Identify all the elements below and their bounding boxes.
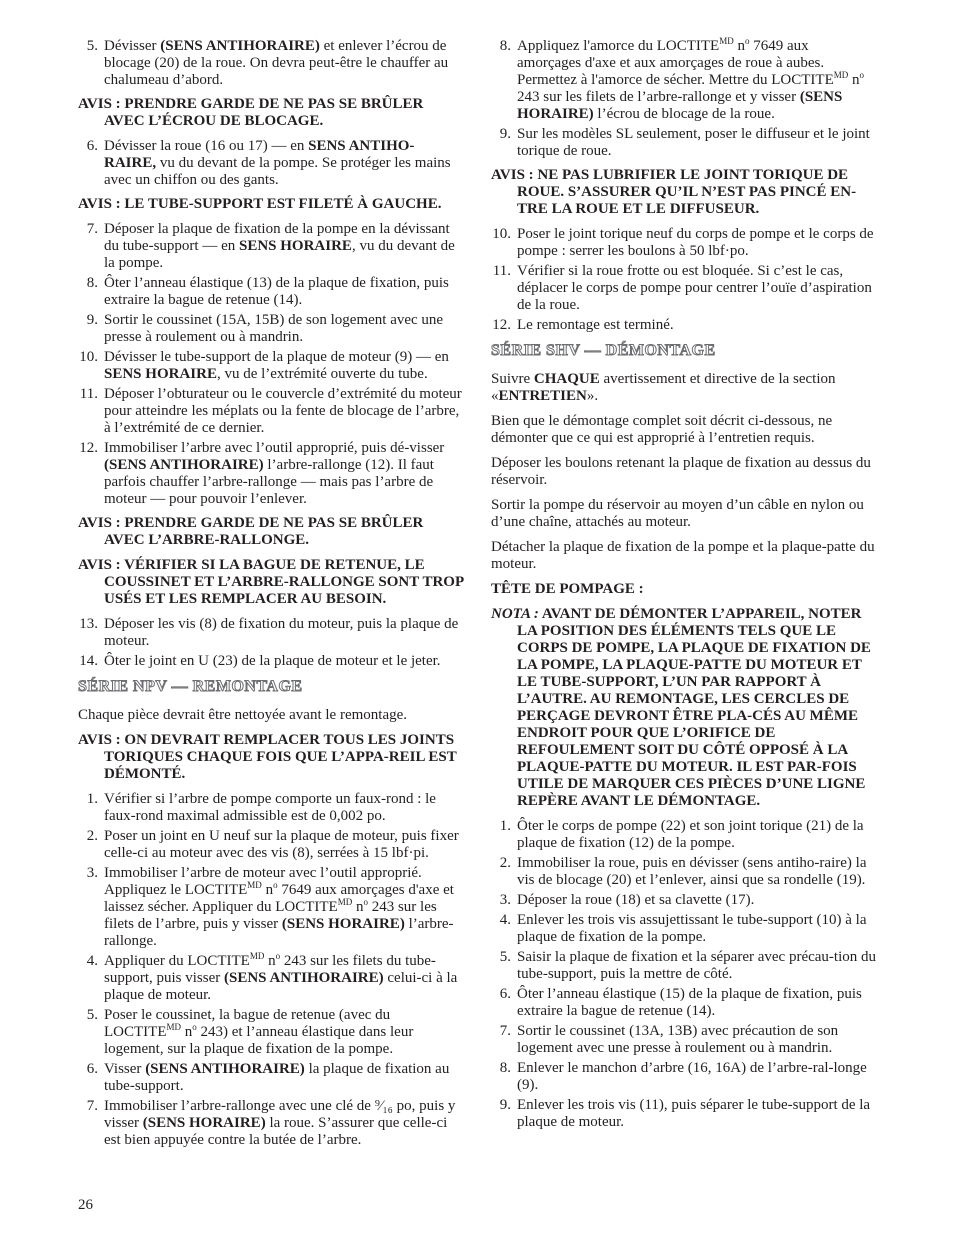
shv-step-9: 9. Enlever les trois vis (11), puis séparer le tube-support de la plaque de moteur. bbox=[499, 1097, 871, 1130]
step-10: 10. Dévisser le tube-support de la plaque de moteur (9) — en SENS HORAIRE, vu de l’extrémité ouverte du tube. bbox=[79, 349, 449, 382]
step-5: 5. Dévisser (SENS ANTIHORAIRE) et enlever l’écrou de blocage (20) de la roue. On devra peut-être le chauffer au chalumeau d’abord. bbox=[86, 38, 449, 88]
npv-step-4: 4. Appliquer du $LOCTITE^{MD}$ $n^o$ 243 sur les filets du tube-support, puis visser (SENS ANTIHORAIRE) celui-ci à la plaque de moteur. bbox=[86, 951, 458, 1003]
npv-step-1: 1. Vérifier si l’arbre de pompe comporte un faux-rond : le faux-rond maximal admissible est de 0,002 po. bbox=[86, 791, 436, 824]
warning-arbre-rallonge: AVIS : PRENDRE GARDE DE NE PAS SE BRÛLER AVEC L’ARBRE-RALLONGE. bbox=[78, 515, 424, 548]
left-column bbox=[78, 38, 464, 1152]
npv-step-10: 10. Poser le joint torique neuf du corps de pompe et le corps de pompe : serrer les boulons à 50 lbf·po. bbox=[492, 226, 874, 259]
heading-shv-demontage: SÉRIE SHV — DÉMONTAGE bbox=[491, 342, 716, 359]
right-column bbox=[491, 38, 876, 1134]
shv-step-6: 6. Ôter l’anneau élastique (15) de la plaque de fixation, puis extraire la bague de retenue (14). bbox=[499, 986, 862, 1019]
step-12: 12. Immobiliser l’arbre avec l’outil approprié, puis dé-visser (SENS ANTIHORAIRE) l’arbre-rallonge (12). Il faut parfois chauffer l’arbre-rallonge — mais pas l’arbre de moteur — pour pouvoir l’enlever. bbox=[79, 440, 445, 507]
shv-para-2: Bien que le démontage complet soit décrit ci-dessous, ne démonter que ce qui est approprié à l’entretien requis. bbox=[491, 413, 833, 446]
npv-step-8: 8. Appliquez l'amorce du $LOCTITE^{MD}$ $n^o$ 7649 aux amorçages d'axe et aux amorçages de roue à aubes. Permettez à l'amorce de sécher. Mettre du $LOCTITE^{MD}$ $n^o$ 243 sur les filets de l’arbre-rallonge et y visser (SENS HORAIRE) l’écrou de blocage de la roue. bbox=[499, 36, 865, 122]
shv-para-4: Sortir la pompe du réservoir au moyen d’un câble en nylon ou d’une chaîne, attachés au moteur. bbox=[491, 497, 864, 530]
shv-step-3: 3. Déposer la roue (18) et sa clavette (17). bbox=[499, 892, 755, 908]
step-7: 7. Déposer la plaque de fixation de la pompe en la dévissant du tube-support — en SENS HORAIRE, vu du devant de la pompe. bbox=[86, 221, 455, 271]
shv-para-3: Déposer les boulons retenant la plaque de fixation au dessus du réservoir. bbox=[491, 455, 871, 488]
shv-step-5: 5. Saisir la plaque de fixation et la séparer avec précau-tion du tube-support, puis la mettre de côté. bbox=[499, 949, 877, 982]
step-6: 6. Dévisser la roue (16 ou 17) — en SENS ANTIHO-RAIRE, vu du devant de la pompe. Se protéger les mains avec un chiffon ou des gants. bbox=[86, 138, 451, 188]
step-9: 9. Sortir le coussinet (15A, 15B) de son logement avec une presse à roulement ou à mandrin. bbox=[86, 312, 444, 345]
shv-step-1: 1. Ôter le corps de pompe (22) et son joint torique (21) de la plaque de fixation (12) de la pompe. bbox=[499, 818, 864, 851]
warning-usure: AVIS : VÉRIFIER SI LA BAGUE DE RETENUE, LE COUSSINET ET L’ARBRE-RALLONGE SONT TROP USÉS ET LES REMPLACER AU BESOIN. bbox=[78, 557, 464, 607]
npv-step-7: 7. Immobiliser l’arbre-rallonge avec une clé de ⁹⁄₁₆ po, puis y visser (SENS HORAIRE) la roue. S’assurer que celle-ci est bien appuyée contre la butée de l’arbre. bbox=[86, 1098, 456, 1148]
shv-step-2: 2. Immobiliser la roue, puis en dévisser (sens antiho-raire) la vis de blocage (20) et l’enlever, ainsi que sa rondelle (19). bbox=[499, 855, 867, 888]
warning-tube-support: AVIS : LE TUBE-SUPPORT EST FILETÉ À GAUCHE. bbox=[78, 196, 442, 212]
npv-step-12: 12. Le remontage est terminé. bbox=[492, 317, 674, 333]
page-number: 26 bbox=[78, 1197, 93, 1213]
npv-step-6: 6. Visser (SENS ANTIHORAIRE) la plaque de fixation au tube-support. bbox=[86, 1061, 450, 1094]
step-11: 11. Déposer l’obturateur ou le couvercle d’extrémité du moteur pour atteindre les méplats ou la fente de blocage de l’arbre, à l’extrémité de ce dernier. bbox=[79, 386, 462, 436]
npv-step-11: 11. Vérifier si la roue frotte ou est bloquée. Si c’est le cas, déplacer le corps de pompe pour centrer l’ouïe d’aspiration de la roue. bbox=[492, 263, 872, 313]
step-13: 13. Déposer les vis (8) de fixation du moteur, puis la plaque de moteur. bbox=[79, 616, 459, 649]
shv-para-1: Suivre CHAQUE avertissement et directive de la section «ENTRETIEN». bbox=[491, 371, 836, 404]
npv-step-9: 9. Sur les modèles SL seulement, poser le diffuseur et le joint torique de roue. bbox=[499, 126, 870, 159]
warning-ecrou: AVIS : PRENDRE GARDE DE NE PAS SE BRÛLER AVEC L’ÉCROU DE BLOCAGE. bbox=[78, 96, 424, 129]
warning-joint-roue: AVIS : NE PAS LUBRIFIER LE JOINT TORIQUE DE ROUE. S’ASSURER QU’IL N’EST PAS PINCÉ EN-TRE LA ROUE ET LE DIFFUSEUR. bbox=[491, 167, 857, 217]
shv-para-5: Détacher la plaque de fixation de la pompe et la plaque-patte du moteur. bbox=[491, 539, 875, 572]
shv-step-8: 8. Enlever le manchon d’arbre (16, 16A) de l’arbre-ral-longe (9). bbox=[499, 1060, 867, 1093]
npv-step-5: 5. Poser le coussinet, la bague de retenue (avec du $LOCTITE^{MD}$ $n^o$ 243) et l’anneau élastique dans leur logement, sur la plaque de fixation de la pompe. bbox=[86, 1007, 414, 1057]
subheading-tete-pompage: TÊTE DE POMPAGE : bbox=[491, 581, 644, 597]
step-14: 14. Ôter le joint en U (23) de la plaque de moteur et le jeter. bbox=[79, 653, 441, 669]
npv-step-2: 2. Poser un joint en U neuf sur la plaque de moteur, puis fixer celle-ci au moteur avec des vis (8), serrées à 15 lbf·pi. bbox=[86, 828, 459, 861]
step-8: 8. Ôter l’anneau élastique (13) de la plaque de fixation, puis extraire la bague de retenue (14). bbox=[86, 275, 449, 308]
warning-joints-toriques: AVIS : ON DEVRAIT REMPLACER TOUS LES JOINTS TORIQUES CHAQUE FOIS QUE L’APPA-REIL EST DÉMONTÉ. bbox=[78, 732, 457, 782]
shv-step-4: 4. Enlever les trois vis assujettissant le tube-support (10) à la plaque de fixation de la pompe. bbox=[499, 912, 867, 945]
npv-intro: Chaque pièce devrait être nettoyée avant le remontage. bbox=[78, 707, 408, 723]
heading-npv-remontage: SÉRIE NPV — REMONTAGE bbox=[78, 678, 303, 695]
npv-step-3: 3. Immobiliser l’arbre de moteur avec l’outil approprié. Appliquez le $LOCTITE^{MD}$ $n^o$ 7649 aux amorçages d'axe et laissez sécher. Appliquer du $LOCTITE^{MD}$ $n^o$ 243 sur les filets de l’arbre, puis y visser (SENS HORAIRE) l’arbre-rallonge. bbox=[86, 865, 454, 949]
nota-block: NOTA : AVANT DE DÉMONTER L’APPAREIL, NOTER LA POSITION DES ÉLÉMENTS TELS QUE LE CORPS DE POMPE, LA PLAQUE DE FIXATION DE LA POMPE, LA PLAQUE-PATTE DU MOTEUR ET LE TUBE-SUPPORT, L’UN PAR RAPPORT À L’AUTRE. AU REMONTAGE, LES CERCLES DE PERÇAGE DEVRONT ÊTRE PLA-CÉS AU MÊME ENDROIT POUR QUE L’ORIFICE DE REFOULEMENT SOIT DU CÔTÉ OPPOSÉ À LA PLAQUE-PATTE DU MOTEUR. IL EST PAR-FOIS UTILE DE MARQUER CES PIÈCES D’UNE LIGNE REPÈRE AVANT LE DÉMONTAGE. bbox=[491, 606, 871, 809]
shv-step-7: 7. Sortir le coussinet (13A, 13B) avec précaution de son logement avec une presse à roulement ou à mandrin. bbox=[499, 1023, 839, 1056]
